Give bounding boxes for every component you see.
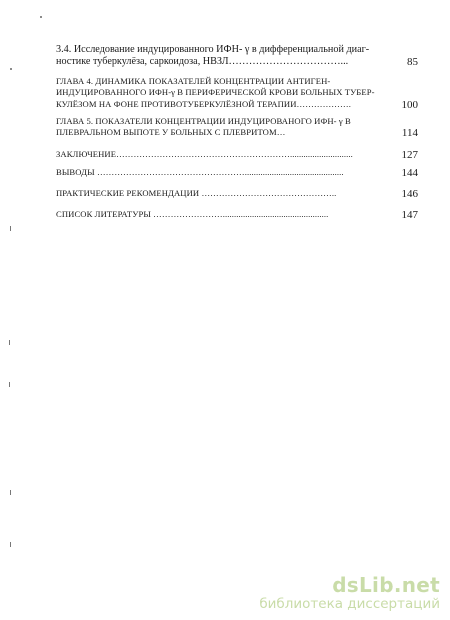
toc-entry-findings [56, 167, 418, 179]
toc-entry-text-line: ИНДУЦИРОВАННОГО ИФН-γ В ПЕРИФЕРИЧЕСКОЙ КРОВИ БОЛЬНЫХ ТУБЕР- [56, 87, 375, 98]
toc-entry-text-line: ПЛЕВРАЛЬНОМ ВЫПОТЕ У БОЛЬНЫХ С ПЛЕВРИТОМ… [56, 127, 286, 138]
toc-page-number: 146 [401, 188, 418, 200]
scan-speck [10, 542, 11, 547]
toc-entry-text-line: ностике туберкулёза, саркоидоза, НВЗЛ……………………………... [56, 55, 349, 67]
toc-entry-recommendations [56, 188, 418, 200]
toc-page-number: 127 [401, 149, 418, 161]
toc-page-number: 144 [401, 167, 418, 179]
watermark-subtitle: библиотека диссертаций [259, 596, 440, 612]
watermark-logo: dsLib.net [332, 573, 440, 597]
toc-entry-text-line: КУЛЁЗОМ НА ФОНЕ ПРОТИВОТУБЕРКУЛЁЗНОЙ ТЕРАПИИ………………. [56, 98, 351, 109]
toc-entry-text-line: ГЛАВА 4. ДИНАМИКА ПОКАЗАТЕЛЕЙ КОНЦЕНТРАЦИИ АНТИГЕН- [56, 76, 331, 86]
scan-speck [40, 16, 42, 18]
toc-entry-references [56, 209, 418, 221]
scan-speck [10, 68, 12, 70]
toc-entry-chapter-4 [56, 76, 418, 111]
toc-entry-text-line: ЗАКЛЮЧЕНИЕ……………………………………………………............................ [56, 149, 353, 159]
toc-entry-text-line: 3.4. Исследование индуцированного ИФН- γ в дифференциальной диаг- [56, 44, 370, 55]
scan-speck [10, 226, 11, 231]
toc-page-number: 100 [401, 99, 418, 111]
scan-speck [9, 340, 10, 345]
toc-page-number: 85 [407, 56, 418, 68]
site-watermark [259, 574, 440, 612]
toc-page-number: 114 [401, 127, 418, 139]
toc-entry-text-line: ГЛАВА 5. ПОКАЗАТЕЛИ КОНЦЕНТРАЦИИ ИНДУЦИРОВАНОГО ИФН- γ В [56, 116, 351, 126]
toc-entry-text-line: ПРАКТИЧЕСКИЕ РЕКОМЕНДАЦИИ ……………………………………….. [56, 188, 337, 198]
scan-speck [10, 490, 11, 495]
toc-entry-chapter-5 [56, 116, 418, 139]
toc-entry-3-4 [56, 44, 418, 68]
toc-entry-text-line: СПИСОК ЛИТЕРАТУРЫ ……………………............................................... [56, 209, 329, 219]
toc-page-number: 147 [401, 209, 418, 221]
toc-entry-conclusion [56, 149, 418, 161]
scan-speck [9, 382, 10, 387]
toc-entry-text-line: ВЫВОДЫ ……………………………………………............................................ [56, 167, 344, 177]
